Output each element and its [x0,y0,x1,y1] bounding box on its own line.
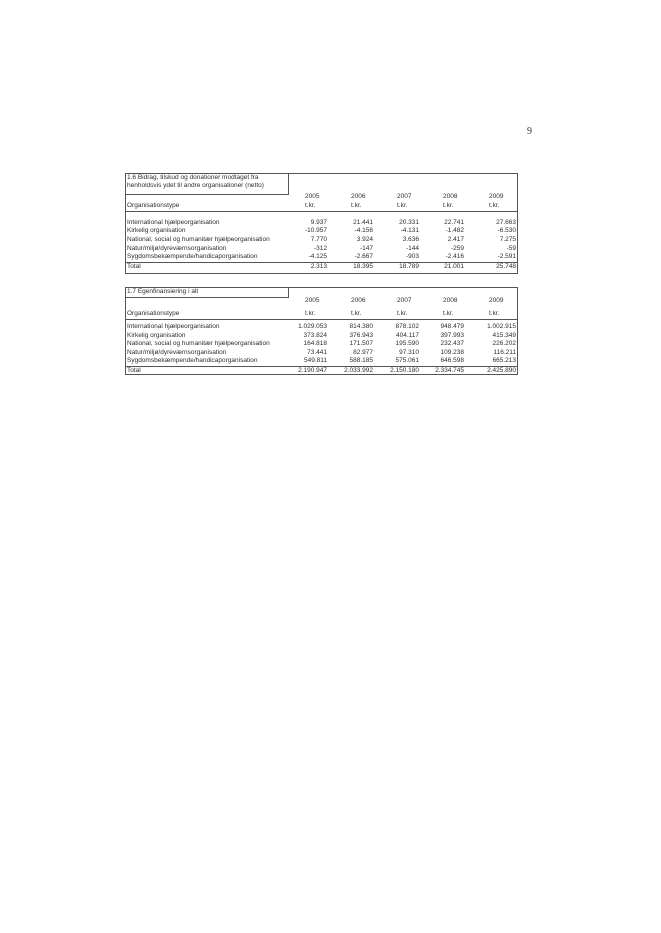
value-cell: -4.156 [354,227,373,234]
value-cell: 3.924 [356,236,373,243]
page-number: 9 [527,126,532,137]
row-label: National, social og humanitær hjælpeorganisation [127,340,270,347]
value-cell: 97.310 [399,349,419,356]
value-cell: 171.507 [349,340,373,347]
value-cell: 7.275 [499,236,516,243]
value-cell: -4.125 [308,253,327,260]
total-label: Total [127,262,141,270]
value-cell: 20.331 [399,219,419,226]
year-header: 2005 [305,297,320,304]
total-value-cell: 2.334.745 [435,366,464,374]
value-cell: 3.636 [402,236,419,243]
value-cell: 575.061 [395,357,419,364]
year-header: 2006 [351,193,366,200]
value-cell: 588.185 [349,357,373,364]
value-cell: 549.811 [303,357,327,364]
value-cell: -2.416 [445,253,464,260]
value-cell: 73.441 [307,349,327,356]
table-1-header-rule [125,211,518,212]
row-label: International hjælpeorganisation [127,219,220,226]
unit-header: t.kr. [489,202,500,209]
value-cell: 373.824 [303,332,327,339]
row-label: Natur/miljø/dyreværnsorganisation [127,245,227,252]
year-header: 2009 [489,297,504,304]
unit-header: t.kr. [443,310,454,317]
value-cell: 27.663 [496,219,516,226]
year-header: 2006 [351,297,366,304]
value-cell: 948.479 [440,323,464,330]
value-cell: 1.002.915 [487,323,516,330]
unit-header: t.kr. [489,310,500,317]
total-value-cell: 18.789 [399,262,419,270]
row-label: Kirkelig organisation [127,332,186,339]
total-value-cell: 2.150.180 [390,366,419,374]
value-cell: 7.770 [310,236,327,243]
table-1-title: henholdsvis ydet til andre organisationer (netto) [127,182,264,189]
value-cell: 878.102 [395,323,419,330]
row-label: Natur/miljø/dyreværnsorganisation [127,349,227,356]
value-cell: 116.211 [493,349,516,356]
total-value-cell: 21.001 [444,262,464,270]
year-header: 2009 [489,193,504,200]
table-2-title: 1.7 Egenfinansiering i alt [127,288,199,295]
value-cell: -144 [405,245,419,252]
year-header: 2007 [397,193,412,200]
value-cell: -312 [313,245,327,252]
value-cell: -259 [450,245,464,252]
value-cell: 82.977 [353,349,373,356]
total-value-cell: 2.033.992 [344,366,373,374]
value-cell: 397.993 [440,332,464,339]
value-cell: 665.213 [492,357,516,364]
total-value-cell: 2.190.947 [298,366,327,374]
value-cell: -10.957 [304,227,327,234]
year-header: 2005 [305,193,320,200]
unit-header: t.kr. [351,202,362,209]
unit-header: t.kr. [305,202,316,209]
value-cell: 814.380 [349,323,373,330]
row-label: Sygdomsbekæmpende/handicaporganisation [127,357,258,364]
year-header: 2007 [397,297,412,304]
value-cell: -2.667 [354,253,373,260]
total-label: Total [127,366,141,374]
value-cell: -2.591 [497,253,516,260]
row-header: Organisationstype [127,310,180,317]
table-1-title: 1.6 Bidrag, tilskud og donationer modtaget fra [127,174,259,181]
unit-header: t.kr. [305,310,316,317]
total-value-cell: 25.748 [496,262,516,270]
value-cell: 226.202 [492,340,516,347]
row-label: Sygdomsbekæmpende/handicaporganisation [127,253,258,260]
value-cell: 415.349 [492,332,516,339]
value-cell: -4.131 [400,227,419,234]
value-cell: -147 [359,245,373,252]
table-2-header-rule [125,319,518,320]
unit-header: t.kr. [397,310,408,317]
value-cell: 232.437 [440,340,464,347]
value-cell: -6.530 [497,227,516,234]
total-value-cell: 2.313 [310,262,327,270]
unit-header: t.kr. [397,202,408,209]
total-value-cell: 2.425.890 [487,366,516,374]
row-label: Kirkelig organisation [127,227,186,234]
row-label: National, social og humanitær hjælpeorganisation [127,236,270,243]
value-cell: 22.741 [444,219,464,226]
value-cell: 2.417 [447,236,464,243]
value-cell: -1.482 [445,227,464,234]
unit-header: t.kr. [351,310,362,317]
value-cell: 164.818 [303,340,327,347]
value-cell: 646.598 [440,357,464,364]
value-cell: 21.441 [353,219,373,226]
total-value-cell: 18.395 [353,262,373,270]
value-cell: 195.590 [395,340,419,347]
value-cell: 109.238 [440,349,464,356]
value-cell: 376.943 [349,332,373,339]
value-cell: 9.937 [310,219,327,226]
year-header: 2008 [443,297,458,304]
row-header: Organisationstype [127,202,180,209]
unit-header: t.kr. [443,202,454,209]
value-cell: 404.117 [395,332,419,339]
value-cell: -59 [506,245,516,252]
row-label: International hjælpeorganisation [127,323,220,330]
year-header: 2008 [443,193,458,200]
value-cell: -903 [405,253,419,260]
value-cell: 1.029.053 [298,323,327,330]
